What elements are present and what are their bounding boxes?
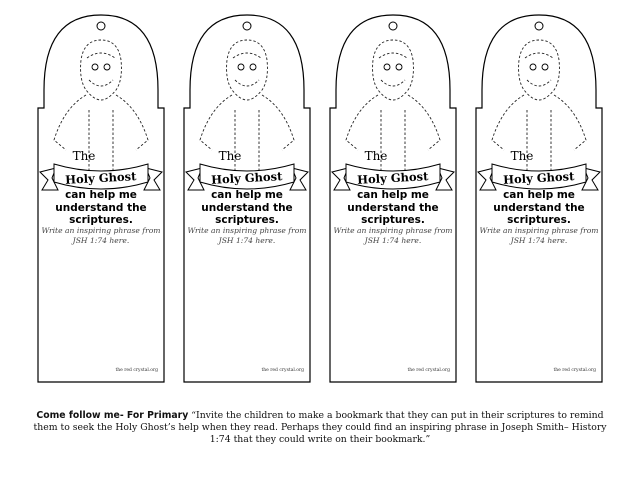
bookmark-message	[326, 189, 460, 227]
banner-the: The	[72, 149, 96, 163]
caption-body: “Invite the children to make a bookmark that they can put in their scriptures to remind them to seek the Holy Ghost’s help when they read. Perhaps they could find an inspiring phrase in Joseph Smith– History 1:74 that they could write on their bookmark.”	[33, 410, 607, 445]
bookmark-message	[472, 189, 606, 227]
message-line-2: understand the	[493, 201, 585, 214]
message-line-2: understand the	[55, 201, 147, 214]
banner-the: The	[218, 149, 242, 163]
bookmark-3	[326, 0, 460, 390]
banner-holy-ghost: Holy Ghost	[502, 169, 575, 187]
message-line-3: scriptures.	[507, 214, 571, 226]
message-line-3: scriptures.	[215, 214, 279, 226]
bookmark-credit: the red crystal.org	[261, 368, 304, 373]
bookmark-message	[34, 189, 168, 227]
bookmark-instruction	[326, 226, 460, 246]
instruction-line-1: Write an inspiring phrase from	[333, 226, 453, 235]
instruction-line-2: JSH 1:74 here.	[218, 236, 276, 245]
banner-holy-ghost: Holy Ghost	[64, 169, 137, 187]
bookmark-1	[34, 0, 168, 390]
primary-caption	[28, 410, 612, 446]
bookmark-2	[180, 0, 314, 390]
bookmark-credit: the red crystal.org	[115, 368, 158, 373]
banner-holy-ghost: Holy Ghost	[210, 169, 283, 187]
bookmark-credit: the red crystal.org	[407, 368, 450, 373]
banner-holy-ghost: Holy Ghost	[356, 169, 429, 187]
bookmark-4	[472, 0, 606, 390]
message-line-1: can help me	[357, 189, 429, 201]
banner-the: The	[364, 149, 388, 163]
bookmark-instruction	[180, 226, 314, 246]
instruction-line-2: JSH 1:74 here.	[510, 236, 568, 245]
message-line-2: understand the	[201, 201, 293, 214]
message-line-3: scriptures.	[69, 214, 133, 226]
banner-the: The	[510, 149, 534, 163]
message-line-2: understand the	[347, 201, 439, 214]
instruction-line-2: JSH 1:74 here.	[364, 236, 422, 245]
message-line-1: can help me	[211, 189, 283, 201]
instruction-line-1: Write an inspiring phrase from	[479, 226, 599, 235]
caption-heading: Come follow me- For Primary	[36, 410, 189, 421]
instruction-line-2: JSH 1:74 here.	[72, 236, 130, 245]
instruction-line-1: Write an inspiring phrase from	[41, 226, 161, 235]
message-line-1: can help me	[65, 189, 137, 201]
bookmark-message	[180, 189, 314, 227]
message-line-1: can help me	[503, 189, 575, 201]
bookmark-instruction	[472, 226, 606, 246]
bookmark-instruction	[34, 226, 168, 246]
instruction-line-1: Write an inspiring phrase from	[187, 226, 307, 235]
message-line-3: scriptures.	[361, 214, 425, 226]
bookmark-credit: the red crystal.org	[553, 368, 596, 373]
